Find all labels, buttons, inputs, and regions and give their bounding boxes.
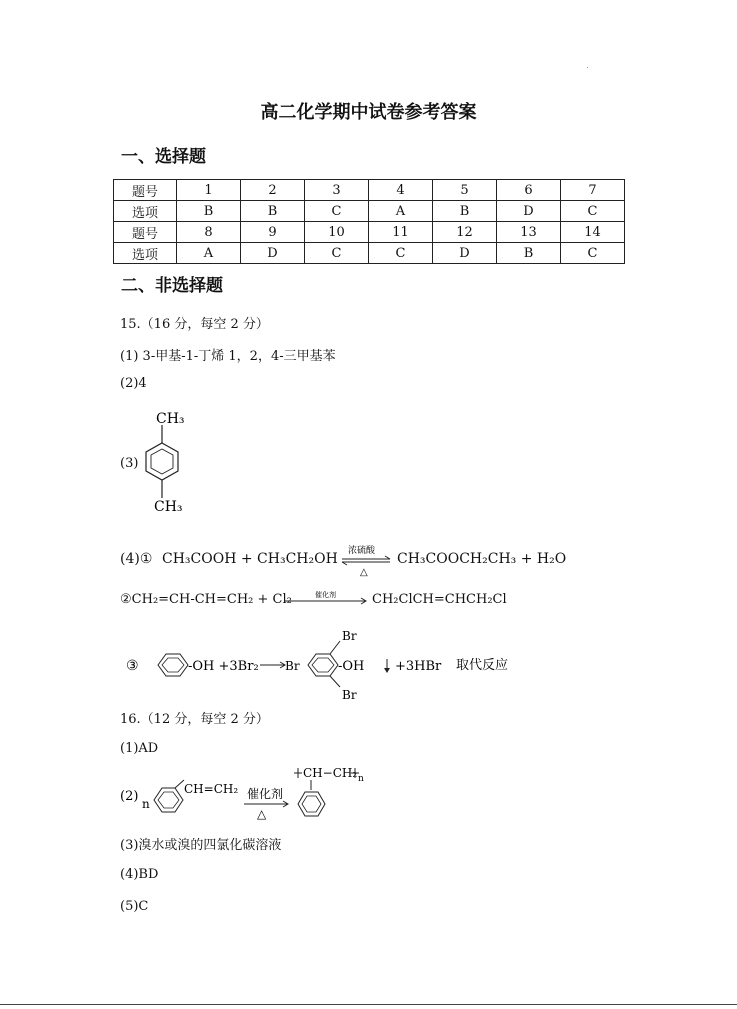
polymer-n: n [358, 774, 364, 784]
speck [587, 67, 588, 68]
vinyl-group: CH=CH₂ [184, 782, 239, 796]
table-cell: 8 [177, 222, 241, 243]
p-xylene-structure [140, 405, 200, 515]
table-cell: A [177, 243, 241, 264]
table-cell: B [433, 201, 497, 222]
hbr-product: +3HBr [395, 659, 442, 674]
table-cell: B [177, 201, 241, 222]
butadiene-product: CH₂ClCH=CHCH₂Cl [372, 592, 507, 607]
q16-answer-3: (3)溴水或溴的四氯化碳溶液 [120, 838, 282, 853]
br-ortho-top: Br [342, 629, 357, 643]
table-row [114, 222, 625, 243]
q15-answer-2: (2)4 [120, 376, 147, 391]
table-cell: C [369, 243, 433, 264]
cond-catalyst: 催化剂 [315, 591, 336, 599]
methyl-top-label: CH₃ [156, 411, 185, 427]
page-bottom-border [0, 1004, 737, 1005]
row-label: 选项 [114, 201, 177, 222]
table-cell: D [241, 243, 305, 264]
page-title: 高二化学期中试卷参考答案 [260, 102, 477, 123]
table-cell: 3 [305, 180, 369, 201]
q16-answer-2-label: (2) [120, 789, 139, 804]
table-cell: 10 [305, 222, 369, 243]
methyl-bottom-label: CH₃ [154, 499, 183, 515]
table-cell: 13 [497, 222, 561, 243]
table-cell: B [497, 243, 561, 264]
q15-answer-4-label: (4)① [120, 551, 153, 567]
cond-catalyst-2: 催化剂 [247, 787, 284, 801]
table-cell: C [561, 243, 625, 264]
table-cell: 9 [241, 222, 305, 243]
table-cell: 4 [369, 180, 433, 201]
row-label: 题号 [114, 222, 177, 243]
reversible-arrow [338, 542, 394, 578]
q16-header: 16.（12 分，每空 2 分） [120, 712, 269, 727]
row-label: 题号 [114, 180, 177, 201]
br-ortho-bottom: Br [342, 688, 357, 702]
table-cell: D [433, 243, 497, 264]
q15-answer-3-label: (3) [120, 456, 139, 471]
table-row [114, 243, 625, 264]
phenol-oh-reagent: -OH +3Br₂ [188, 659, 259, 674]
esterification-products: CH₃COOCH₂CH₃ + H₂O [397, 551, 567, 567]
coefficient-n: n [142, 797, 150, 811]
table-cell: C [305, 243, 369, 264]
table-cell: 1 [177, 180, 241, 201]
table-cell: 12 [433, 222, 497, 243]
q16-answer-5: (5)C [120, 899, 149, 914]
table-cell: 7 [561, 180, 625, 201]
cond-heat-2: △ [257, 807, 267, 821]
section-heading-nonchoice: 二、非选择题 [121, 276, 223, 296]
q16-answer-4: (4)BD [120, 867, 159, 882]
section-heading-choice: 一、选择题 [121, 147, 206, 167]
cond-conc-sulfuric: 浓硫酸 [348, 546, 376, 556]
table-cell: B [241, 201, 305, 222]
table-cell: 11 [369, 222, 433, 243]
phenol-bromination [120, 625, 540, 705]
reaction-type: 取代反应 [456, 658, 509, 673]
table-cell: 5 [433, 180, 497, 201]
table-cell: A [369, 201, 433, 222]
table-cell: C [305, 201, 369, 222]
table-row [114, 201, 625, 222]
styrene-polymerization [118, 760, 368, 830]
polymer-repeat-unit: CH−CH₂ [303, 766, 358, 780]
circled-3: ③ [126, 658, 139, 674]
catalyst-arrow [282, 589, 368, 605]
q15-answer-1: (1) 3-甲基-1-丁烯 1，2，4-三甲基苯 [120, 349, 336, 364]
cond-heat: △ [360, 567, 368, 578]
row-label: 选项 [114, 243, 177, 264]
tribromophenol-oh: -OH [338, 659, 365, 674]
q16-answer-1: (1)AD [120, 741, 159, 756]
table-cell: 6 [497, 180, 561, 201]
table-cell: 14 [561, 222, 625, 243]
butadiene-reactants: ②CH₂=CH-CH=CH₂ + Cl₂ [120, 592, 292, 607]
table-row [114, 180, 625, 201]
q15-header: 15.（16 分，每空 2 分） [120, 317, 269, 332]
answer-table [113, 179, 625, 264]
br-para: Br [285, 659, 300, 673]
table-cell: C [561, 201, 625, 222]
table-cell: D [497, 201, 561, 222]
table-cell: 2 [241, 180, 305, 201]
esterification-reactants: CH₃COOH + CH₃CH₂OH [162, 551, 338, 567]
